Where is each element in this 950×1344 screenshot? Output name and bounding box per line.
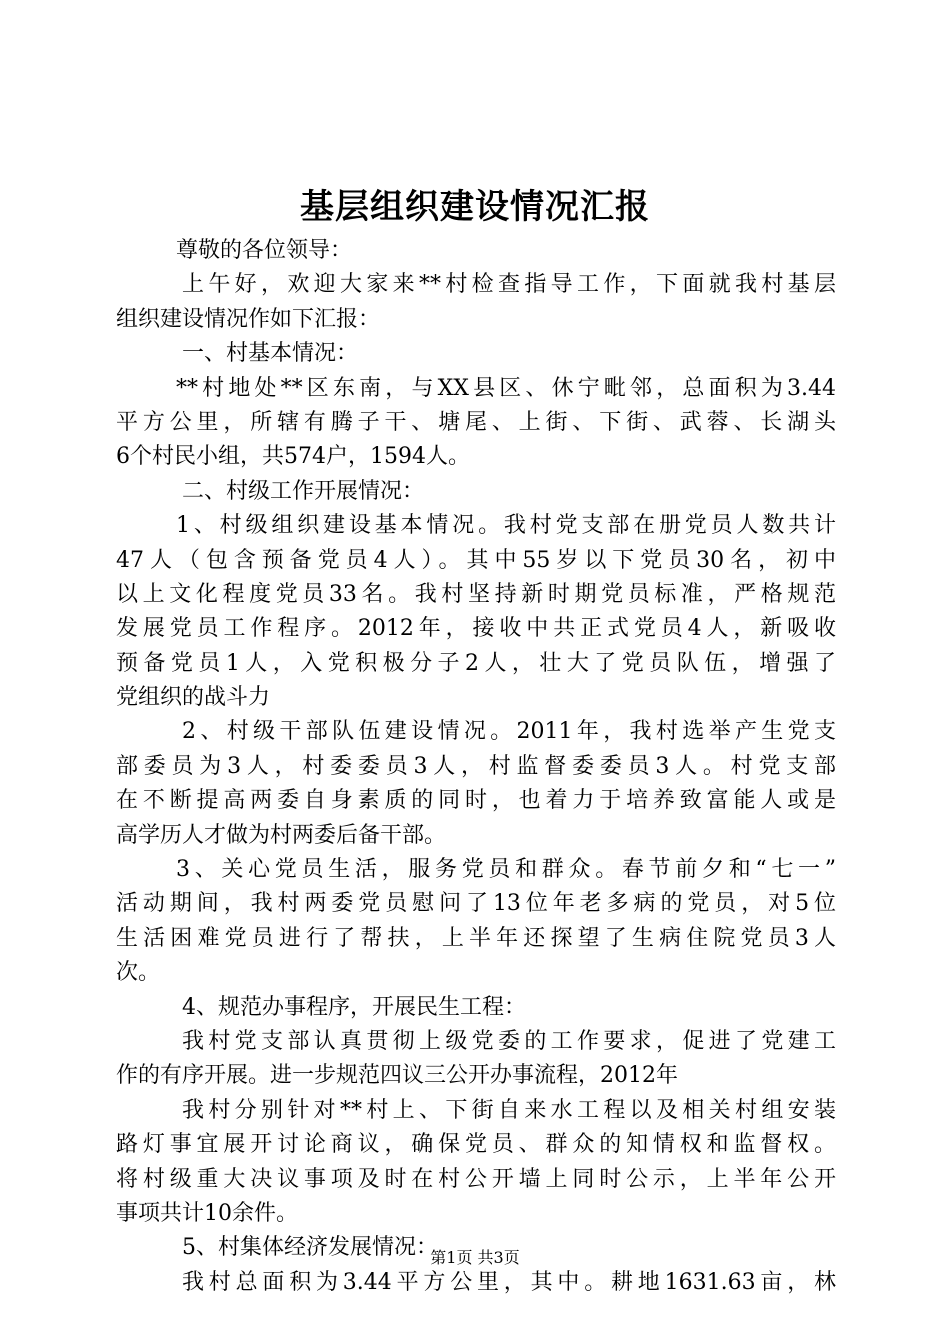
text-line: 平方公里，所辖有腾子干、塘尾、上街、下街、武蓉、长湖头 — [116, 409, 836, 435]
text-line-salutation: 尊敬的各位领导： — [176, 238, 353, 263]
text-line: 路灯事宜展开讨论商议，确保党员、群众的知情权和监督权。 — [116, 1132, 836, 1158]
section-heading-2: 二、村级工作开展情况： — [182, 478, 425, 504]
text-line: 党组织的战斗力 — [116, 685, 271, 711]
text-line: 生活困难党员进行了帮扶，上半年还探望了生病住院党员3人 — [116, 925, 836, 951]
text-line: 事项共计10余件。 — [116, 1200, 298, 1226]
section-heading-5: 5、村集体经济发展情况： — [182, 1235, 438, 1261]
text-line: 我村党支部认真贯彻上级党委的工作要求，促进了党建工 — [182, 1028, 836, 1054]
section-heading-1: 一、村基本情况： — [182, 341, 359, 367]
text-line: 组织建设情况作如下汇报： — [116, 306, 381, 332]
text-line: 次。 — [116, 960, 161, 986]
text-line: 将村级重大决议事项及时在村公开墙上同时公示，上半年公开 — [116, 1166, 836, 1192]
text-line: 部委员为3人，村委委员3人，村监督委委员3人。村党支部 — [116, 753, 836, 779]
page-footer: 第1页 共3页 — [430, 1248, 520, 1267]
document-title: 基层组织建设情况汇报 — [300, 187, 650, 227]
text-line: 6个村民小组，共574户，1594人。 — [116, 444, 470, 470]
text-line: 在不断提高两委自身素质的同时，也着力于培养致富能人或是 — [116, 788, 836, 814]
text-line: 预备党员1人，入党积极分子2人，壮大了党员队伍，增强了 — [116, 650, 836, 676]
text-line: 高学历人才做为村两委后备干部。 — [116, 822, 447, 848]
text-line: 上午好，欢迎大家来**村检查指导工作，下面就我村基层 — [182, 272, 836, 298]
text-line: 我村分别针对**村上、下街自来水工程以及相关村组安装 — [182, 1097, 836, 1123]
document-body — [116, 234, 836, 1300]
text-line: **村地处**区东南，与XX县区、休宁毗邻，总面积为3.44 — [176, 375, 836, 401]
text-line: 3、关心党员生活，服务党员和群众。春节前夕和“七一” — [176, 857, 836, 883]
text-line: 47人（包含预备党员4人）。其中55岁以下党员30名，初中 — [116, 547, 836, 573]
text-line: 活动期间，我村两委党员慰问了13位年老多病的党员，对5位 — [116, 891, 836, 917]
text-line: 以上文化程度党员33名。我村坚持新时期党员标准，严格规范 — [116, 581, 836, 607]
text-line: 1、村级组织建设基本情况。我村党支部在册党员人数共计 — [176, 513, 836, 539]
text-line: 2、村级干部队伍建设情况。2011年，我村选举产生党支 — [182, 719, 836, 745]
text-line: 作的有序开展。进一步规范四议三公开办事流程，2012年 — [116, 1063, 678, 1089]
text-line: 发展党员工作程序。2012年，接收中共正式党员4人，新吸收 — [116, 616, 836, 642]
text-line: 4、规范办事程序，开展民生工程： — [182, 994, 526, 1020]
text-line: 我村总面积为3.44平方公里，其中。耕地1631.63亩，林 — [182, 1269, 836, 1295]
